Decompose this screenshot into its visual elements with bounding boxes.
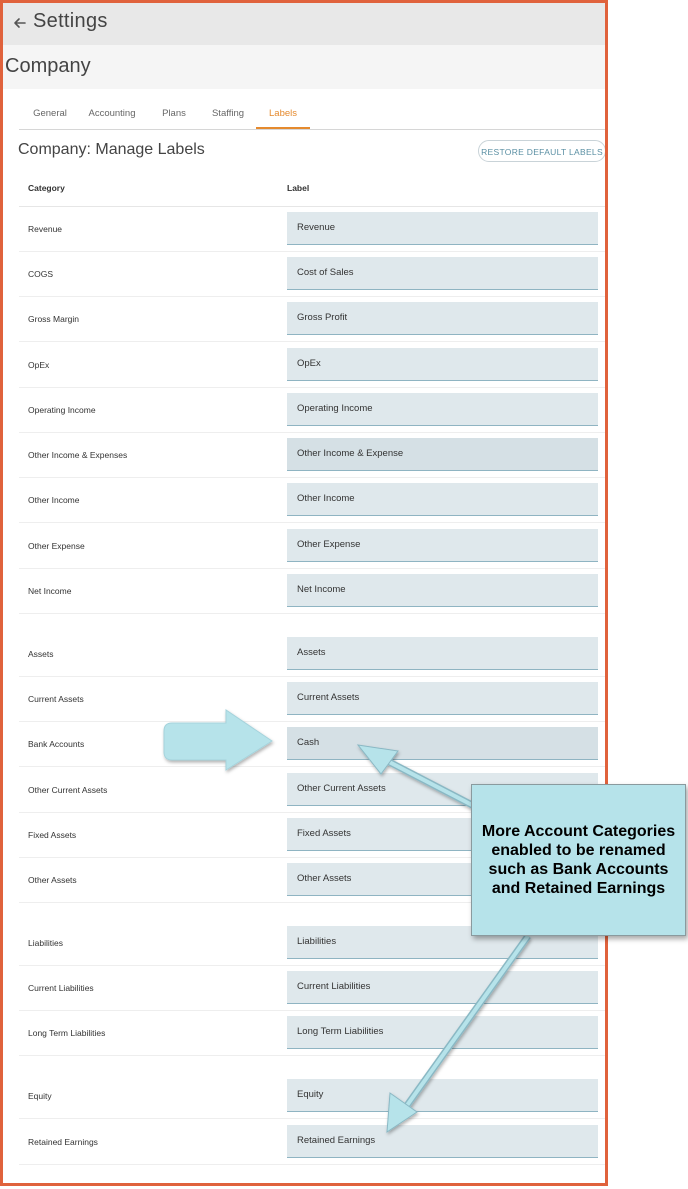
category-name: OpEx — [28, 360, 50, 370]
category-name: Revenue — [28, 224, 63, 234]
table-row — [19, 343, 605, 388]
category-name: Other Current Assets — [28, 785, 108, 795]
label-column-header: Label — [287, 183, 310, 193]
row-divider — [19, 613, 605, 614]
back-arrow-icon[interactable] — [11, 14, 29, 32]
category-name: Other Expense — [28, 541, 85, 551]
section-title: Company: Manage Labels — [18, 141, 205, 158]
label-input[interactable]: Current Assets — [287, 682, 598, 715]
category-name: Operating Income — [28, 405, 96, 415]
label-input[interactable]: Equity — [287, 1079, 598, 1112]
label-input[interactable]: Liabilities — [287, 926, 598, 959]
table-row — [19, 1011, 605, 1056]
label-input[interactable]: Operating Income — [287, 393, 598, 426]
annotation-callout: More Account Categories enabled to be renamed such as Bank Accounts and Retained Earnings — [471, 784, 686, 936]
label-input[interactable]: Revenue — [287, 212, 598, 245]
category-name: Retained Earnings — [28, 1137, 98, 1147]
table-row — [19, 524, 605, 569]
table-row — [19, 677, 605, 722]
settings-tabs — [19, 95, 605, 130]
label-input[interactable]: Net Income — [287, 574, 598, 607]
row-divider — [19, 522, 605, 523]
top-bar — [3, 3, 605, 45]
label-input[interactable]: Gross Profit — [287, 302, 598, 335]
table-row — [19, 207, 605, 252]
label-input[interactable]: Other Income — [287, 483, 598, 516]
table-row — [19, 569, 605, 614]
table-row — [19, 1120, 605, 1165]
tab-staffing[interactable]: Staffing — [211, 108, 245, 119]
label-input[interactable]: Other Assets — [287, 863, 598, 896]
table-row — [19, 722, 605, 767]
label-input[interactable]: Other Expense — [287, 529, 598, 562]
table-row — [19, 388, 605, 433]
label-input[interactable]: OpEx — [287, 348, 598, 381]
category-name: Gross Margin — [28, 314, 80, 324]
category-name: Bank Accounts — [28, 739, 85, 749]
tab-plans[interactable]: Plans — [162, 108, 186, 119]
label-input[interactable]: Current Liabilities — [287, 971, 598, 1004]
category-name: Assets — [28, 649, 54, 659]
category-name: Other Assets — [28, 875, 77, 885]
company-title: Company — [5, 55, 91, 77]
table-row — [19, 966, 605, 1011]
row-divider — [19, 1118, 605, 1119]
row-divider — [19, 1055, 605, 1056]
table-row — [19, 433, 605, 478]
label-input[interactable]: Fixed Assets — [287, 818, 598, 851]
category-name: Current Liabilities — [28, 983, 94, 993]
label-input[interactable]: Assets — [287, 637, 598, 670]
table-row — [19, 478, 605, 523]
row-divider — [19, 341, 605, 342]
tab-general[interactable]: General — [33, 108, 67, 119]
label-input[interactable]: Long Term Liabilities — [287, 1016, 598, 1049]
table-row — [19, 297, 605, 342]
label-input[interactable]: Retained Earnings — [287, 1125, 598, 1158]
label-input[interactable]: Cash — [287, 727, 598, 760]
category-name: Net Income — [28, 586, 72, 596]
category-name: COGS — [28, 269, 54, 279]
table-row — [19, 252, 605, 297]
restore-default-labels-button[interactable]: RESTORE DEFAULT LABELS — [478, 140, 606, 162]
company-header — [3, 45, 605, 89]
category-name: Other Income & Expenses — [28, 450, 128, 460]
tab-accounting[interactable]: Accounting — [88, 108, 136, 119]
category-name: Current Assets — [28, 694, 84, 704]
category-name: Equity — [28, 1091, 52, 1101]
category-name: Long Term Liabilities — [28, 1028, 106, 1038]
category-name: Fixed Assets — [28, 830, 77, 840]
row-divider — [19, 766, 605, 767]
label-input[interactable]: Cost of Sales — [287, 257, 598, 290]
table-row — [19, 632, 605, 677]
category-name: Liabilities — [28, 938, 63, 948]
tab-labels[interactable]: Labels — [256, 95, 310, 129]
label-input[interactable]: Other Income & Expense — [287, 438, 598, 471]
category-column-header: Category — [28, 183, 65, 193]
row-divider — [19, 1164, 605, 1165]
label-input[interactable]: Other Current Assets — [287, 773, 598, 806]
page-header-title: Settings — [33, 10, 108, 32]
table-row — [19, 1074, 605, 1119]
category-name: Other Income — [28, 495, 80, 505]
